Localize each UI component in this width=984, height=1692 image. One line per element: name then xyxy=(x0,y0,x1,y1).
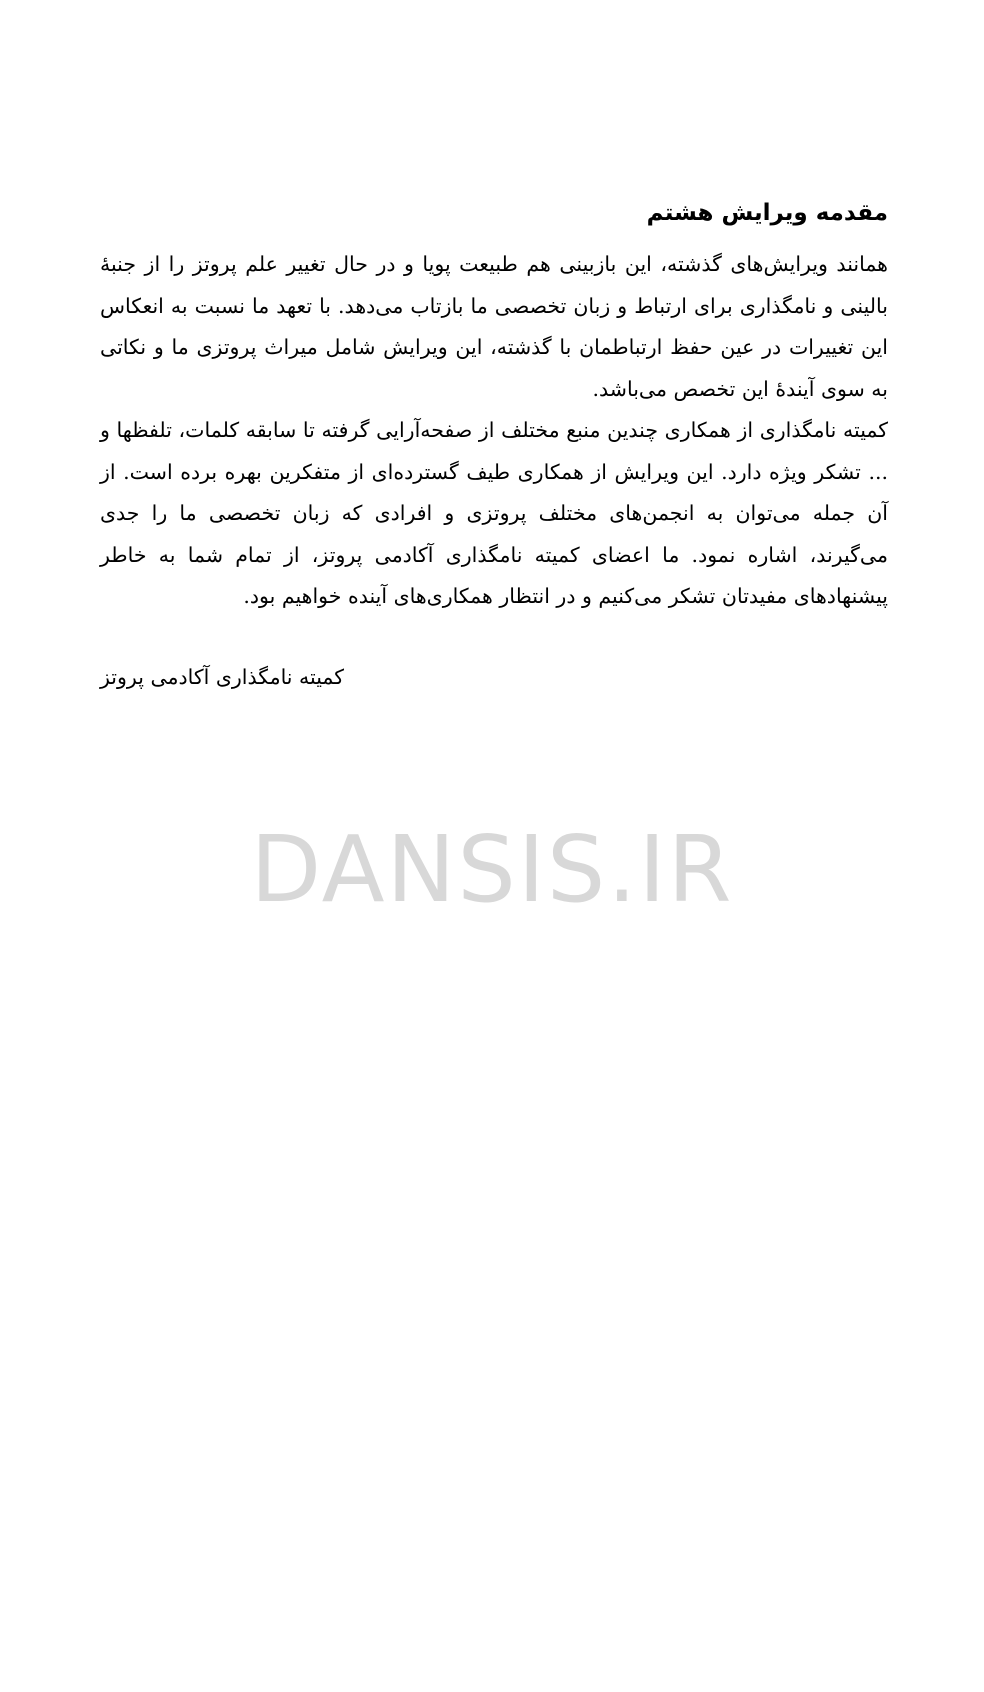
signature-block xyxy=(100,660,888,694)
paragraph-acknowledgement: کمیته نامگذاری از همکاری چندین منبع مختلف از صفحه‌آرایی گرفته تا سابقه کلمات، تلفظها و ... تشکر ویژه دارد. این ویرایش از همکاری طیف گسترده‌ای از متفکرین بهره برده است. از آن جمله می‌توان به انجمن‌های مختلف پروتزی و افرادی که زبان تخصصی ما را جدی می‌گیرند، اشاره نمود. ما اعضای کمیته نامگذاری آکادمی پروتز، از تمام شما به خاطر پیشنهادهای مفیدتان تشکر می‌کنیم و در انتظار همکاری‌های آینده خواهیم بود. xyxy=(100,418,888,608)
document-content xyxy=(100,196,888,694)
paragraph-intro: همانند ویرایش‌های گذشته، این بازبینی هم طبیعت پویا و در حال تغییر علم پروتز را از جنبهٔ بالینی و نامگذاری برای ارتباط و زبان تخصصی ما بازتاب می‌دهد. با تعهد ما نسبت به انعکاس این تغییرات در عین حفظ ارتباطمان با گذشته، این ویرایش شامل میراث پروتزی ما و نکاتی به سوی آیندهٔ این تخصص می‌باشد. xyxy=(100,252,888,401)
signature-text: کمیته نامگذاری آکادمی پروتز xyxy=(100,664,345,689)
watermark-text: DANSIS.IR xyxy=(250,816,734,923)
section-heading: مقدمه ویرایش هشتم xyxy=(646,200,888,226)
